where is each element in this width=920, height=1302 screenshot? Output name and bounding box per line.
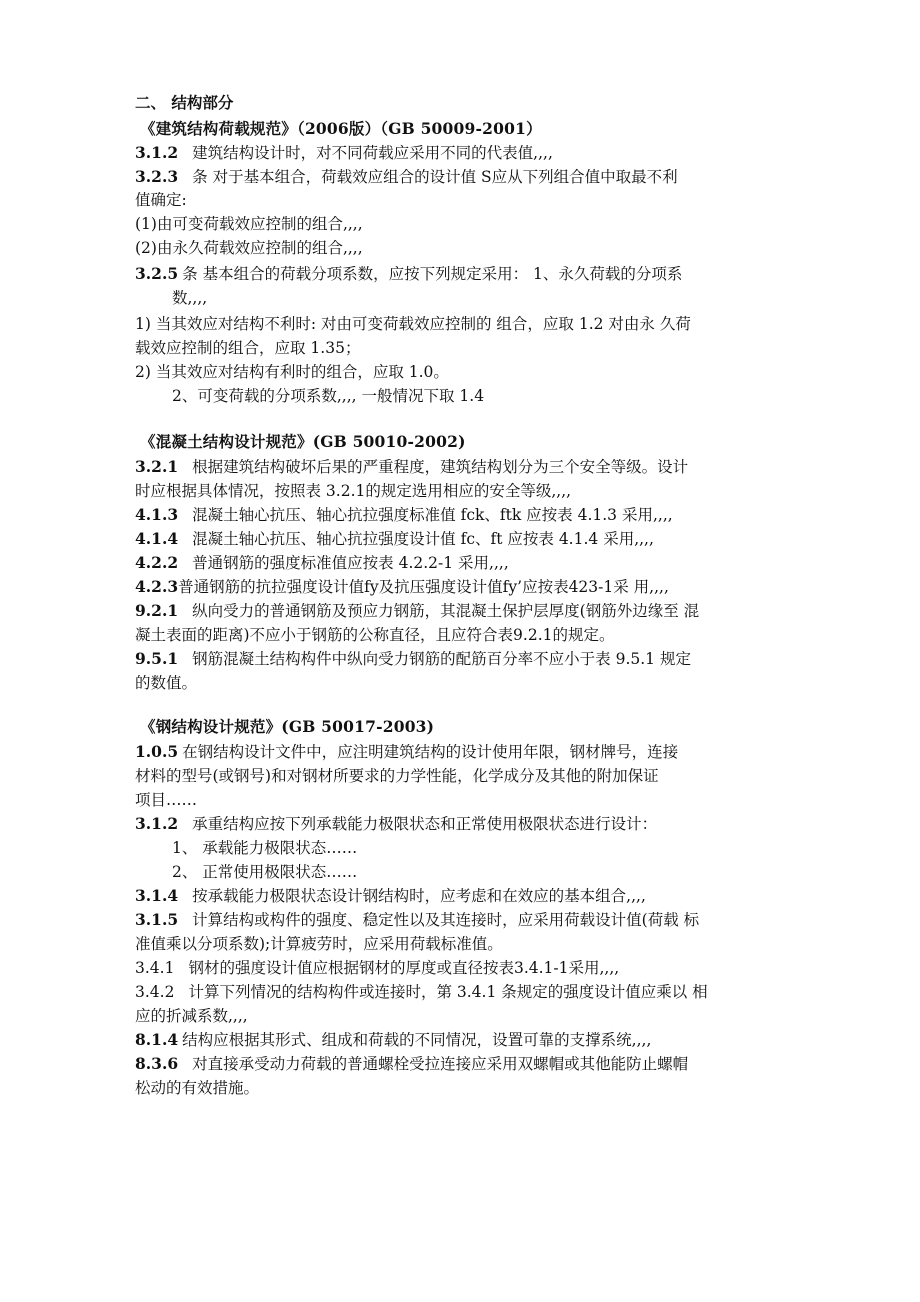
clause-text: 普通钢筋的抗拉强度设计值fy及抗压强度设计值fy’应按表423-1采 用,,,,: [178, 578, 669, 596]
clause-text: 条 基本组合的荷载分项系数，应按下列规定采用： 1、永久荷载的分项系: [182, 265, 683, 283]
clause-line: [135, 909, 699, 931]
clause-line: [135, 648, 691, 670]
clause-number: 3.2.1: [135, 457, 179, 476]
clause-line: [135, 504, 673, 526]
clause-text: 2、可变荷载的分项系数,,,, 一般情况下取 1.4: [172, 387, 485, 405]
clause-line: [135, 600, 699, 622]
clause-number: 3.4.2: [135, 983, 175, 1001]
clause-line: [135, 166, 678, 188]
clause-text: 值确定:: [135, 191, 187, 209]
clause-number: 8.1.4: [135, 1030, 179, 1049]
clause-text: 混凝土轴心抗压、轴心抗拉强度标准值 fck、ftk 应按表 4.1.3 采用,,,,: [192, 506, 673, 524]
clause-text: 凝土表面的距离)不应小于钢筋的公称直径，且应符合表9.2.1的规定。: [135, 626, 615, 644]
clause-number: 9.2.1: [135, 601, 179, 620]
clause-text: 混凝土轴心抗压、轴心抗拉强度设计值 fc、ft 应按表 4.1.4 采用,,,,: [192, 530, 654, 548]
clause-line: [135, 741, 678, 763]
clause-text: 材料的型号(或钢号)和对钢材所要求的力学性能，化学成分及其他的附加保证: [135, 767, 659, 785]
clause-number: 3.1.2: [135, 814, 179, 833]
clause-line: [135, 957, 619, 979]
clause-text: 在钢结构设计文件中，应注明建筑结构的设计使用年限，钢材牌号，连接: [182, 743, 679, 761]
clause-text: 钢筋混凝土结构构件中纵向受力钢筋的配筋百分率不应小于表 9.5.1 规定: [192, 650, 691, 668]
clause-text: 钢材的强度设计值应根据钢材的厚度或直径按表3.4.1-1采用,,,,: [188, 959, 620, 977]
clause-line: [135, 576, 669, 598]
clause-text: 建筑结构设计时，对不同荷载应采用不同的代表值,,,,: [192, 144, 553, 162]
clause-text: 普通钢筋的强度标准值应按表 4.2.2-1 采用,,,,: [192, 554, 509, 572]
standard-title: 《混凝土结构设计规范》(GB 50010-2002): [140, 432, 466, 451]
clause-text: 计算下列情况的结构构件或连接时，第 3.4.1 条规定的强度设计值应乘以 相: [188, 983, 708, 1001]
clause-line: [135, 263, 682, 285]
clause-text: 2、 正常使用极限状态……: [172, 863, 358, 881]
clause-text: 应的折减系数,,,,: [135, 1007, 248, 1025]
clause-line: [135, 813, 657, 835]
clause-text: 项目……: [135, 791, 198, 809]
clause-text: 根据建筑结构破坏后果的严重程度，建筑结构划分为三个安全等级。设计: [192, 458, 689, 476]
clause-text: 载效应控制的组合，应取 1.35；: [135, 339, 361, 357]
clause-number: 8.3.6: [135, 1054, 179, 1073]
clause-line: [135, 1053, 688, 1075]
clause-number: 9.5.1: [135, 649, 179, 668]
clause-line: [135, 1029, 651, 1051]
clause-number: 3.4.1: [135, 959, 175, 977]
clause-text: 承重结构应按下列承载能力极限状态和正常使用极限状态进行设计：: [192, 815, 658, 833]
clause-number: 4.2.2: [135, 553, 179, 572]
clause-text: 数,,,,: [172, 289, 208, 307]
clause-number: 4.1.4: [135, 529, 179, 548]
clause-number: 4.1.3: [135, 505, 179, 524]
clause-line: [135, 142, 553, 164]
clause-text: 1) 当其效应对结构不利时: 对由可变荷载效应控制的 组合，应取 1.2 对由永 久荷: [135, 315, 691, 333]
clause-number: 3.2.3: [135, 167, 179, 186]
clause-text: (1)由可变荷载效应控制的组合,,,,: [135, 215, 363, 233]
clause-text: 准值乘以分项系数);计算疲劳时，应采用荷载标准值。: [135, 935, 503, 953]
clause-line: [135, 885, 646, 907]
clause-line: [135, 552, 509, 574]
clause-text: (2)由永久荷载效应控制的组合,,,,: [135, 239, 363, 257]
clause-number: 3.1.2: [135, 143, 179, 162]
clause-number: 3.2.5: [135, 264, 179, 283]
clause-line: [135, 981, 708, 1003]
clause-number: 3.1.4: [135, 886, 179, 905]
clause-text: 结构应根据其形式、组成和荷载的不同情况，设置可靠的支撑系统,,,,: [182, 1031, 652, 1049]
standard-title: 《钢结构设计规范》(GB 50017-2003): [140, 717, 435, 736]
clause-number: 3.1.5: [135, 910, 179, 929]
clause-line: [135, 456, 688, 478]
clause-text: 条 对于基本组合，荷载效应组合的设计值 S应从下列组合值中取最不利: [192, 168, 678, 186]
clause-text: 时应根据具体情况，按照表 3.2.1的规定选用相应的安全等级,,,,: [135, 482, 572, 500]
section-heading: 二、 结构部分: [135, 93, 234, 112]
clause-text: 按承载能力极限状态设计钢结构时，应考虑和在效应的基本组合,,,,: [192, 887, 646, 905]
clause-text: 对直接承受动力荷载的普通螺栓受拉连接应采用双螺帽或其他能防止螺帽: [192, 1055, 689, 1073]
clause-text: 纵向受力的普通钢筋及预应力钢筋，其混凝土保护层厚度(钢筋外边缘至 混: [192, 602, 700, 620]
standard-title: 《建筑结构荷载规范》（2006版）（GB 50009-2001）: [140, 119, 542, 138]
clause-number: 1.0.5: [135, 742, 179, 761]
clause-text: 松动的有效措施。: [135, 1079, 260, 1097]
clause-text: 2) 当其效应对结构有利时的组合，应取 1.0。: [135, 363, 449, 381]
clause-text: 1、 承载能力极限状态……: [172, 839, 358, 857]
clause-number: 4.2.3: [135, 577, 179, 596]
clause-line: [135, 528, 654, 550]
clause-text: 计算结构或构件的强度、稳定性以及其连接时，应采用荷载设计值(荷载 标: [192, 911, 700, 929]
clause-text: 的数值。: [135, 674, 198, 692]
